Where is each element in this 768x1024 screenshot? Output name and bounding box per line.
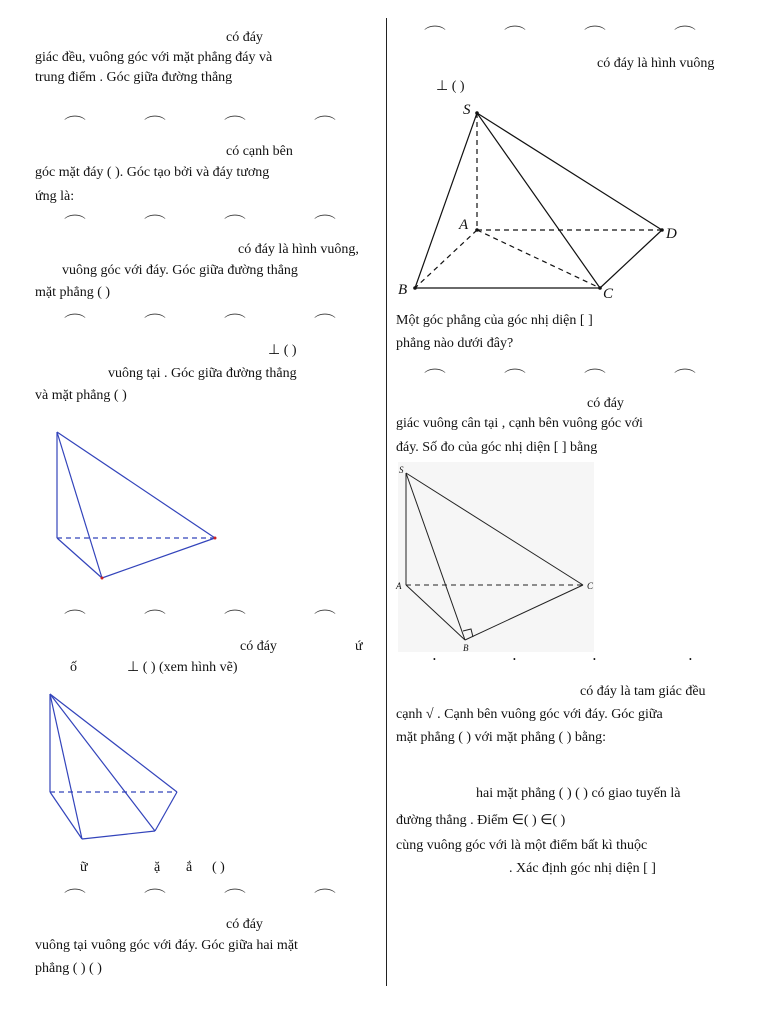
arc-mark: ︵: [63, 206, 87, 222]
arc-mark: ︵: [313, 305, 337, 321]
arc-mark: ︵: [63, 601, 87, 617]
q1-line2: giác đều, vuông góc với mặt phẳng đáy và: [35, 50, 273, 65]
dot-mark: •: [689, 655, 692, 664]
r4-line1: có đáy là tam giác đều: [580, 684, 706, 699]
vertex-d-label: D: [666, 226, 677, 242]
arc-mark: ︵: [223, 107, 247, 123]
arc-mark: ︵: [223, 206, 247, 222]
r5-line1: hai mặt phẳng ( ) ( ) có giao tuyến là: [476, 786, 681, 801]
q3-line2: vuông góc với đáy. Góc giữa đường thẳng: [62, 263, 298, 278]
dot-mark: •: [593, 655, 596, 664]
arc-mark: ︵: [423, 360, 447, 376]
vertex-s-label: S: [463, 102, 471, 118]
r2-line1: Một góc phẳng của góc nhị diện [ ]: [396, 313, 593, 328]
q5b-d: ( ): [212, 860, 225, 875]
q6-line1: có đáy: [226, 917, 263, 932]
r4-line3: mặt phẳng ( ) với mặt phẳng ( ) bằng:: [396, 730, 606, 745]
arc-mark: ︵: [223, 305, 247, 321]
dot-mark: •: [433, 655, 436, 664]
arc-mark: ︵: [503, 17, 527, 33]
vertex-c-label: C: [603, 286, 614, 302]
q5b-b: ặ: [154, 860, 161, 875]
arc-mark: ︵: [63, 880, 87, 896]
arc-mark: ︵: [673, 17, 697, 33]
q5-line1: có đáy: [240, 639, 277, 654]
arc-mark: ︵: [313, 880, 337, 896]
r3-line2: giác vuông cân tại , cạnh bên vuông góc với: [396, 416, 643, 431]
arc-mark: ︵: [583, 17, 607, 33]
r4-line2: cạnh √ . Cạnh bên vuông góc với đáy. Góc giữa: [396, 707, 663, 722]
arc-mark: ︵: [63, 305, 87, 321]
r5-line3: cùng vuông góc với là một điểm bất kì thuộc: [396, 838, 648, 853]
q1-line3: trung điểm . Góc giữa đường thẳng: [35, 70, 233, 85]
q2-line3: ứng là:: [35, 189, 75, 204]
q1-line1: có đáy: [226, 30, 263, 45]
arc-mark: ︵: [223, 601, 247, 617]
q4-line1: ⊥ ( ): [268, 343, 297, 358]
r1-line1: có đáy là hình vuông: [597, 56, 715, 71]
vertex-b-label: B: [398, 282, 408, 298]
arc-mark: ︵: [313, 601, 337, 617]
q6-line2: vuông tại vuông góc với đáy. Góc giữa hai mặt: [35, 938, 298, 953]
q5-line1b: ứ: [355, 639, 363, 654]
q4-line2: vuông tại . Góc giữa đường thẳng: [108, 366, 297, 381]
arc-mark: ︵: [583, 360, 607, 376]
r2-line2: phẳng nào dưới đây?: [396, 336, 514, 351]
vertex-c-label: C: [587, 581, 594, 591]
q4-line3: và mặt phẳng ( ): [35, 388, 127, 403]
vertex-a-label: A: [459, 217, 469, 233]
arc-mark: ︵: [143, 107, 167, 123]
dot-mark: •: [513, 655, 516, 664]
arc-mark: ︵: [143, 305, 167, 321]
q2-line2: góc mặt đáy ( ). Góc tạo bởi và đáy tương: [35, 165, 270, 180]
q5-line2b: ⊥ ( ) (xem hình vẽ): [127, 660, 238, 675]
r3-line3: đáy. Số đo của góc nhị diện [ ] bằng: [396, 440, 598, 455]
arc-mark: ︵: [143, 880, 167, 896]
arc-mark: ︵: [143, 206, 167, 222]
q5b-a: ữ: [80, 860, 88, 875]
r3-line1: có đáy: [587, 396, 624, 411]
arc-mark: ︵: [503, 360, 527, 376]
arc-mark: ︵: [223, 880, 247, 896]
arc-mark: ︵: [673, 360, 697, 376]
arc-mark: ︵: [313, 206, 337, 222]
vertex-a-label: A: [396, 581, 402, 591]
q2-line1: có cạnh bên: [226, 144, 293, 159]
r5-line4: . Xác định góc nhị diện [ ]: [509, 861, 656, 876]
arc-mark: ︵: [423, 17, 447, 33]
q5b-c: ắ: [186, 860, 193, 875]
arc-mark: ︵: [143, 601, 167, 617]
q3-line3: mặt phẳng ( ): [35, 285, 111, 300]
arc-mark: ︵: [63, 107, 87, 123]
vertex-s-label: S: [399, 465, 404, 475]
q3-line1: có đáy là hình vuông,: [238, 242, 359, 257]
r1-line2: ⊥ ( ): [436, 79, 465, 94]
arc-mark: ︵: [313, 107, 337, 123]
r5-line2: đường thẳng . Điểm ∈( ) ∈( ): [396, 813, 566, 828]
q5-line2a: ố: [70, 660, 77, 675]
q6-line3: phẳng ( ) ( ): [35, 961, 102, 976]
vertex-b-label: B: [463, 643, 469, 653]
